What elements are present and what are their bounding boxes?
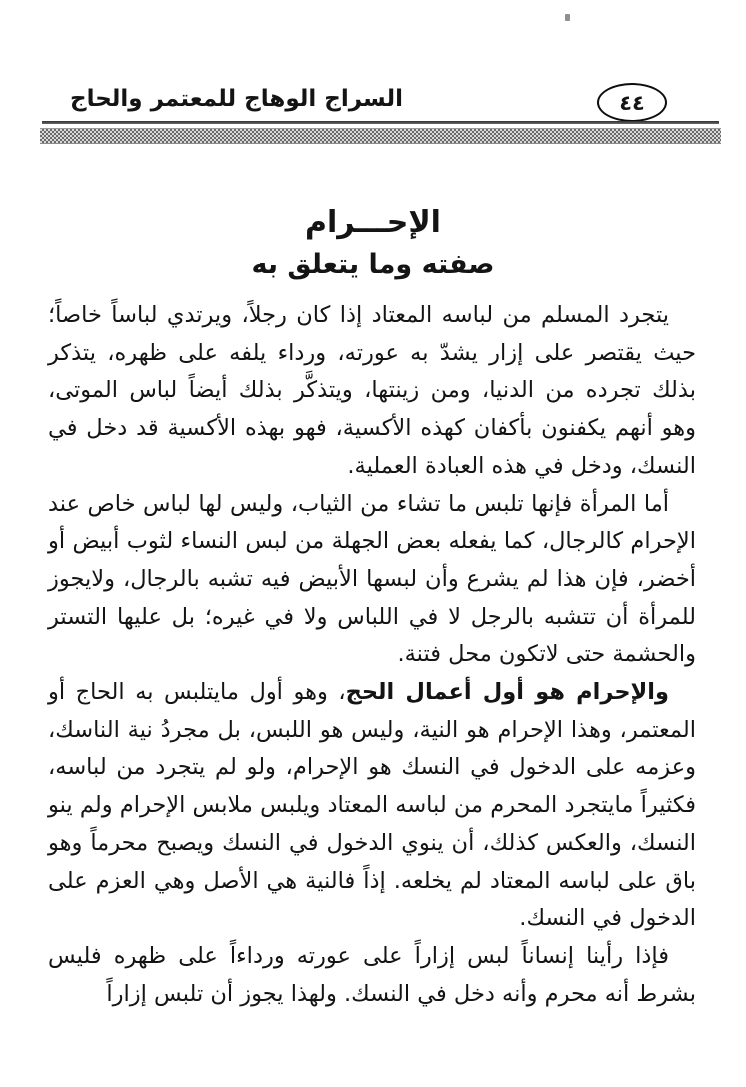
paragraph-bold-lead: والإحرام هو أول أعمال الحج (345, 679, 670, 706)
paragraph-text: أما المرأة فإنها تلبس ما تشاء من الثياب، وليس لها لباس خاص عند الإحرام كالرجال، كما يفعله بعض الجهلة من لبس النساء لثوب أبيض أو أخضر، فإن هذا لم يشرع وأن لبسها الأبيض فيه تشبه بالرجال، ولايجوز للمرأة أن تتشبه بالرجل لا في اللباس ولا في غيره؛ بل عليها التستر والحشمة حتى لاتكون محل فتنة. (48, 490, 696, 668)
scan-speck-artifact (565, 14, 570, 21)
header-rule-thin (42, 121, 719, 124)
body-paragraph (48, 674, 696, 938)
body-paragraph (48, 297, 696, 486)
chapter-heading (0, 206, 746, 280)
chapter-title: الإحـــرام (305, 205, 441, 240)
paragraph-text: فإذا رأينا إنساناً لبس إزاراً على عورته ورداءاً على ظهره فليس بشرط أنه محرم وأنه دخل في النسك. ولهذا يجوز أن تلبس إزاراً (48, 942, 696, 1007)
page-number: ٤٤ (619, 90, 645, 115)
paragraph-text: ، وهو أول مايتلبس به الحاج أو المعتمر، وهذا الإحرام هو النية، وليس هو اللبس، بل مجردُ نية الناسك، وعزمه على الدخول في النسك هو الإحرام، ولو لم يتجرد من لباسه، فكثيراً مايتجرد المحرم من لباسه المعتاد ويلبس ملابس الإحرام ولم ينو النسك، والعكس كذلك، أن ينوي الدخول في النسك ويصبح محرماً وهو باق على لباسه المعتاد لم يخلعه. إذاً فالنية هي الأصل وهي العزم على الدخول في النسك. (48, 679, 696, 932)
page-number-badge (597, 83, 667, 122)
body-paragraph (48, 938, 696, 1013)
body-paragraph (48, 486, 696, 675)
header-rule-halftone (40, 128, 721, 144)
paragraph-text: يتجرد المسلم من لباسه المعتاد إذا كان رجلاً، ويرتدي لباساً خاصاً؛ حيث يقتصر على إزار يشدّ به عورته، ورداء يلفه على ظهره، يتذكر بذلك تجرده من الدنيا، ومن زينتها، ويتذكَّر بذلك أيضاً لباس الموتى، وهو أنهم يكفنون بأكفان كهذه الأكسية، فهو بهذه الأكسية قد دخل في النسك، ودخل في هذه العبادة العملية. (48, 302, 696, 479)
running-head-book-title: السراج الوهاج للمعتمر والحاج (70, 86, 403, 112)
body-text-block (48, 297, 696, 1013)
chapter-subtitle: صفته وما يتعلق به (251, 249, 495, 280)
